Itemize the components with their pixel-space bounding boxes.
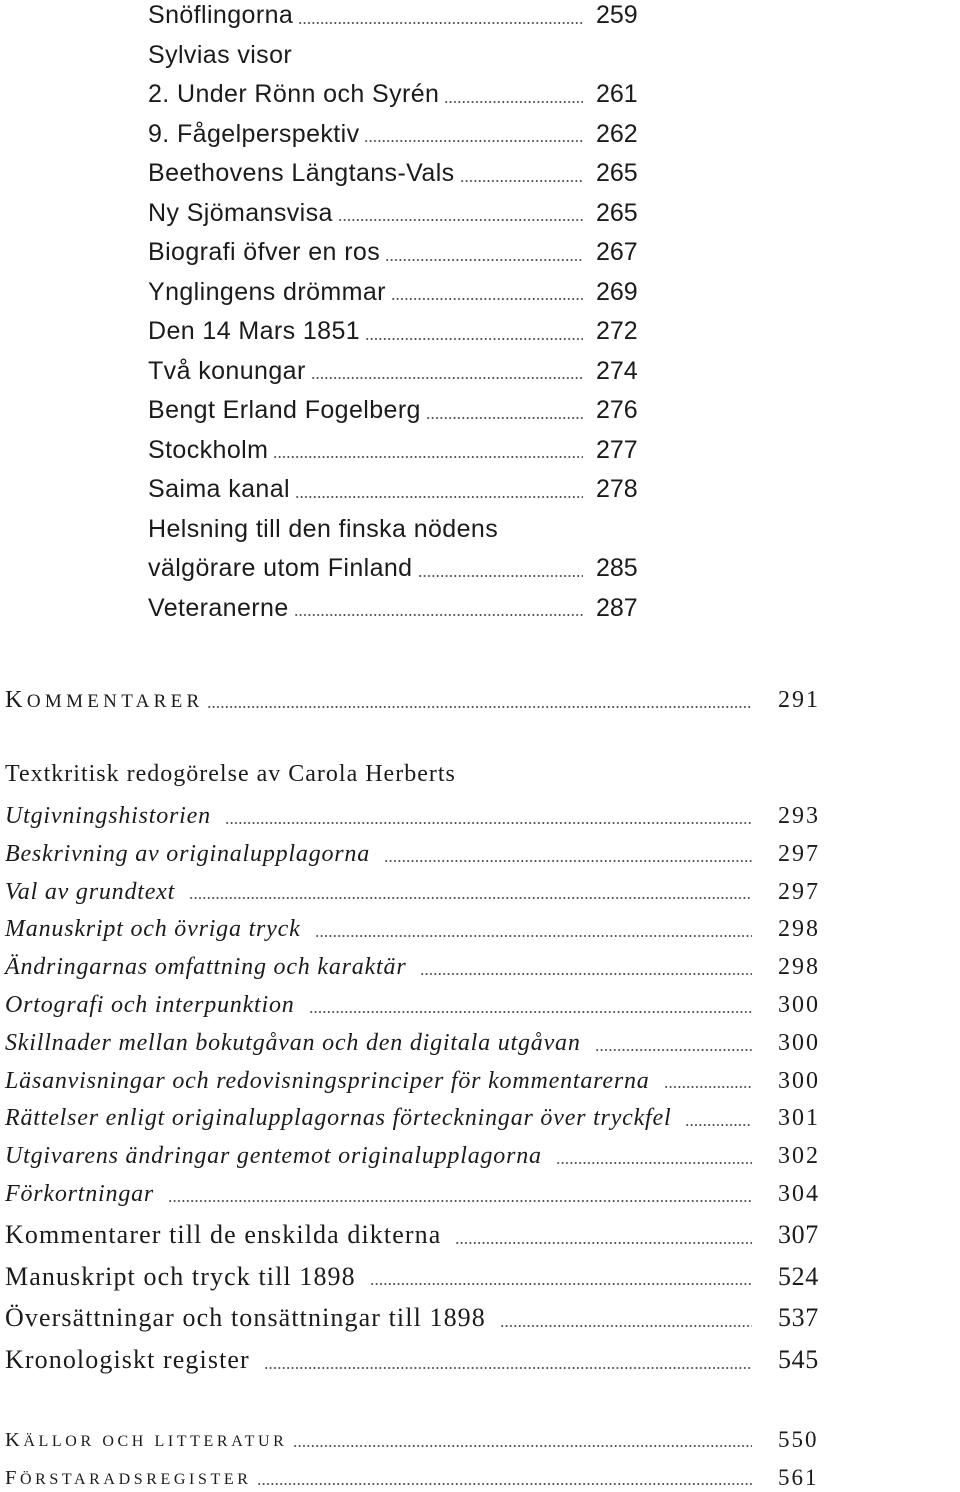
entry-title: 9. Fågelperspektiv	[148, 119, 360, 148]
entry-title: Rättelser enligt originalupplagornas förteckningar över tryckfel	[5, 1105, 672, 1132]
page-number: 301	[778, 1105, 820, 1132]
poem-entry	[148, 79, 640, 109]
textcritical-entry	[5, 801, 822, 831]
poem-entry	[148, 435, 640, 465]
poem-entry	[148, 356, 640, 386]
entry-title: Veteranerne	[148, 593, 289, 622]
entry-title: Stockholm	[148, 435, 269, 464]
dot-leader	[595, 1028, 752, 1058]
page-number: 545	[778, 1344, 819, 1374]
page-number: 298	[778, 954, 820, 981]
dot-leader	[207, 687, 752, 717]
entry-title: Sylvias visor	[148, 40, 293, 69]
dot-leader	[257, 1468, 752, 1492]
textcritical-entry	[5, 1179, 822, 1209]
poem-entry	[148, 119, 640, 149]
page-number: 550	[778, 1427, 819, 1452]
poem-entry	[148, 395, 640, 425]
poem-entry	[148, 277, 640, 307]
entry-title: Ynglingens drömmar	[148, 277, 386, 306]
entry-title: Kronologiskt register	[5, 1344, 250, 1374]
entry-title: Förkortningar	[5, 1180, 155, 1207]
poem-entry	[148, 514, 640, 544]
textcritical-entry	[5, 1141, 822, 1171]
poem-entries	[148, 0, 640, 623]
page-number: 297	[778, 840, 820, 867]
entry-title: Manuskript och tryck till 1898	[5, 1261, 356, 1291]
entry-title: Beskrivning av originalupplagorna	[5, 840, 371, 867]
poem-entry	[148, 40, 640, 70]
entry-title: Utgivningshistorien	[5, 803, 211, 829]
dot-leader	[168, 1179, 752, 1209]
dot-leader	[370, 1261, 752, 1293]
page-number: 265	[596, 159, 638, 187]
entry-title: Ortografi och interpunktion	[5, 991, 295, 1018]
page-number: 277	[596, 435, 638, 464]
page-number: 274	[596, 356, 638, 385]
entry-title: 2. Under Rönn och Syrén	[148, 80, 440, 108]
page-number: 278	[596, 475, 638, 503]
dot-leader	[298, 0, 583, 30]
commentary-heading: KOMMENTARER	[5, 686, 204, 713]
dot-leader	[685, 1103, 752, 1133]
poem-entry	[148, 316, 640, 346]
dot-leader	[294, 593, 583, 623]
dot-leader	[420, 952, 752, 982]
dot-leader	[311, 356, 583, 386]
entry-title: Helsning till den finska nödens	[148, 514, 499, 543]
page-number: 291	[778, 687, 820, 713]
dot-leader	[391, 277, 583, 307]
dot-leader	[293, 1430, 752, 1454]
textcritical-entry	[5, 877, 822, 907]
page-number: 300	[778, 991, 820, 1018]
dot-leader	[418, 553, 584, 583]
page-number: 269	[596, 277, 638, 306]
dot-leader	[500, 1302, 752, 1334]
textcritical-heading: Textkritisk redogörelse av Carola Herberts	[5, 761, 456, 787]
poem-entry	[148, 158, 640, 188]
entry-title: Den 14 Mars 1851	[148, 317, 361, 345]
textcritical-entry	[5, 1103, 822, 1133]
page-number: 524	[778, 1261, 819, 1291]
dot-leader	[455, 1219, 752, 1251]
textcritical-entry	[5, 1066, 822, 1096]
textcritical-entry	[5, 952, 822, 982]
page-number: 561	[778, 1465, 819, 1490]
entry-title: Utgivarens ändringar gentemot originalupplagorna	[5, 1143, 542, 1170]
page-number: 285	[596, 554, 638, 582]
page-number: 293	[778, 803, 820, 829]
textcritical-entry	[5, 839, 822, 869]
entry-title: Val av grundtext	[5, 878, 176, 905]
page-number: 298	[778, 916, 820, 943]
poem-entry	[148, 553, 640, 583]
entry-title: Två konungar	[148, 356, 306, 385]
commentary-entry	[5, 1261, 822, 1293]
poem-entry	[148, 237, 640, 267]
dot-leader	[264, 1344, 752, 1376]
dot-leader	[664, 1066, 752, 1096]
page-number: 287	[596, 593, 638, 622]
entry-title: Bengt Erland Fogelberg	[148, 396, 421, 424]
dot-leader	[295, 474, 583, 504]
page-number: 261	[596, 80, 638, 108]
poem-entry	[148, 198, 640, 228]
page-number: 307	[778, 1220, 819, 1249]
poem-entry	[148, 0, 640, 30]
page-number: 265	[596, 198, 638, 227]
back-matter-entry	[5, 1465, 822, 1492]
page-number: 537	[778, 1303, 819, 1333]
dot-leader	[225, 801, 752, 831]
entry-title: Snöflingorna	[148, 1, 294, 29]
entry-title: Beethovens Längtans-Vals	[148, 159, 455, 187]
dot-leader	[384, 839, 752, 869]
commentary-main-entries	[5, 1219, 822, 1376]
commentary-entry	[5, 1302, 822, 1334]
entry-title: Manuskript och övriga tryck	[5, 916, 301, 943]
entry-title: Biografi öfver en ros	[148, 238, 381, 266]
dot-leader	[444, 79, 583, 109]
page-number: 300	[778, 1029, 820, 1056]
commentary-entry	[5, 1344, 822, 1376]
textcritical-entry	[5, 1028, 822, 1058]
dot-leader	[426, 395, 583, 425]
dot-leader	[460, 158, 583, 188]
page-number: 276	[596, 396, 638, 424]
dot-leader	[556, 1141, 752, 1171]
entry-title: Läsanvisningar och redovisningsprinciper för kommentarerna	[5, 1067, 650, 1094]
page-number: 302	[778, 1143, 820, 1170]
textcritical-entry	[5, 990, 822, 1020]
dot-leader	[189, 877, 752, 907]
page-number: 297	[778, 878, 820, 905]
back-matter-entry	[5, 1427, 822, 1454]
page-number: 259	[596, 1, 638, 29]
page-number: 267	[596, 238, 638, 266]
dot-leader	[315, 914, 752, 944]
dot-leader	[309, 990, 752, 1020]
entry-title: Saima kanal	[148, 475, 290, 503]
dot-leader	[364, 119, 583, 149]
entry-title: Ändringarnas omfattning och karaktär	[5, 954, 407, 981]
commentary-entry	[5, 1219, 822, 1251]
entry-title: KÄLLOR OCH LITTERATUR	[5, 1429, 288, 1451]
dot-leader	[338, 198, 583, 228]
page-number: 272	[596, 317, 638, 345]
entry-title: Ny Sjömansvisa	[148, 198, 333, 227]
back-matter-entries	[5, 1427, 822, 1492]
entry-title: Översättningar och tonsättningar till 1898	[5, 1303, 486, 1333]
commentary-heading-row	[5, 687, 822, 717]
dot-leader	[385, 237, 583, 267]
poem-entry	[148, 474, 640, 504]
page-number: 304	[778, 1180, 820, 1207]
textcritical-entries	[5, 801, 822, 1209]
entry-title: Kommentarer till de enskilda dikterna	[5, 1220, 442, 1249]
entry-title: Skillnader mellan bokutgåvan och den digitala utgåvan	[5, 1029, 581, 1056]
entry-title: FÖRSTARADSREGISTER	[5, 1467, 252, 1489]
poem-entry	[148, 593, 640, 623]
page-number: 262	[596, 119, 638, 148]
entry-title: välgörare utom Finland	[148, 554, 413, 582]
textcritical-entry	[5, 914, 822, 944]
dot-leader	[365, 316, 583, 346]
dot-leader	[273, 435, 583, 465]
page-number: 300	[778, 1067, 820, 1094]
